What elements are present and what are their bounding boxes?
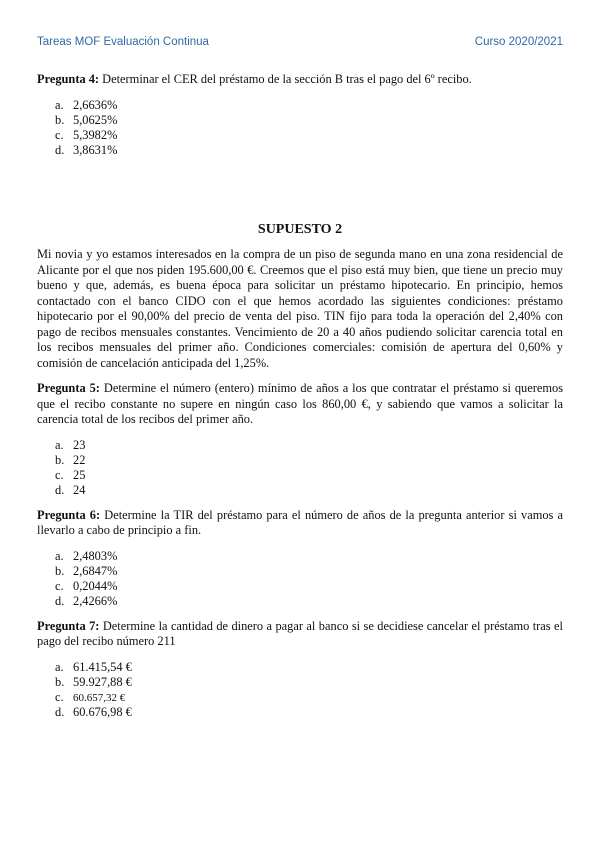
option-letter: b. [55,452,65,467]
question-label: Pregunta 7: [37,618,100,633]
option-value: 3,8631% [73,142,118,157]
option-letter: b. [55,674,65,689]
option-letter: a. [55,437,64,452]
option-value: 2,6847% [73,563,118,578]
option-letter: b. [55,112,65,127]
option-letter: d. [55,593,65,608]
option-b [37,564,563,579]
option-letter: c. [55,578,64,593]
option-value: 60.657,32 € [73,691,126,704]
option-value: 2,4266% [73,593,118,608]
option-letter: a. [55,97,64,112]
option-b [37,113,563,128]
option-value: 0,2044% [73,578,118,593]
option-d [37,143,563,158]
option-value: 2,4803% [73,548,118,563]
option-value: 23 [73,437,86,452]
option-a [37,98,563,113]
option-c [37,579,563,594]
page-header [37,36,563,52]
question-text: Determine la TIR del préstamo para el número de años de la pregunta anterior si vamos a llevarlo a cabo de principio a fin. [37,507,564,537]
question-7 [37,619,563,650]
question-text: Determine la cantidad de dinero a pagar al banco si se decidiese cancelar el préstamo tras el pago del recibo número 211 [37,618,563,648]
section-title: SUPUESTO 2 [257,221,343,237]
option-a [37,549,563,564]
option-value: 2,6636% [73,97,118,112]
scenario-paragraph: Mi novia y yo estamos interesados en la compra de un piso de segunda mano en una zona residencial de Alicante por el que nos piden 195.600,00 €. Creemos que el piso está muy bien, que tiene un precio muy bueno y que, además, es buena época para solicitar un préstamo hipotecario. En principio, hemos contactado con el banco CIDO con el que hemos acordado las siguientes condiciones: préstamo hipotecario por el 90,00% del precio de venta del piso. TIN fijo para toda la operación del 2,40% con pago de recibos mensuales constantes. Vencimiento de 20 a 40 años pudiendo solicitar carencia total en los recibos mensuales del primer año. Condiciones comerciales: comisión de apertura del 0,60% y comisión de cancelación anticipada del 1,25%. [37,247,563,370]
question-text: Determinar el CER del préstamo de la sección B tras el pago del 6º recibo. [99,72,472,86]
option-b [37,675,563,690]
question-4 [37,72,563,88]
option-letter: d. [55,482,65,497]
option-letter: c. [55,467,64,482]
option-d [37,594,563,609]
question-4-options [37,98,563,158]
question-5-options [37,438,563,498]
option-a [37,438,563,453]
option-value: 60.676,98 € [73,704,132,719]
option-value: 5,0625% [73,112,118,127]
option-value: 61.415,54 € [73,659,132,674]
option-letter: d. [55,704,65,719]
document-body [37,72,563,720]
option-letter: b. [55,563,65,578]
option-letter: a. [55,659,64,674]
option-letter: a. [55,548,64,563]
option-value: 5,3982% [73,127,118,142]
question-6 [37,508,563,539]
question-5 [37,381,563,428]
question-label: Pregunta 5: [37,381,100,395]
question-text: Determine el número (entero) mínimo de años a los que contratar el préstamo si queremos que el recibo constante no supere en ningún caso los 860,00 €, y sabiendo que vamos a solicitar la carencia total de los recibos del primer año. [37,381,564,426]
option-c [37,690,563,705]
option-d [37,705,563,720]
header-course-title: Tareas MOF Evaluación Continua [37,36,209,48]
option-b [37,453,563,468]
option-letter: c. [55,689,64,704]
option-letter: c. [55,127,64,142]
header-course-year: Curso 2020/2021 [474,36,563,48]
option-c [37,128,563,143]
question-7-options [37,660,563,720]
option-d [37,483,563,498]
option-letter: d. [55,142,65,157]
question-6-options [37,549,563,609]
option-value: 24 [73,482,86,497]
question-label: Pregunta 6: [37,507,101,522]
option-value: 25 [73,467,86,482]
option-value: 59.927,88 € [73,674,132,689]
question-label: Pregunta 4: [37,72,100,86]
option-c [37,468,563,483]
option-value: 22 [73,452,86,467]
option-a [37,660,563,675]
